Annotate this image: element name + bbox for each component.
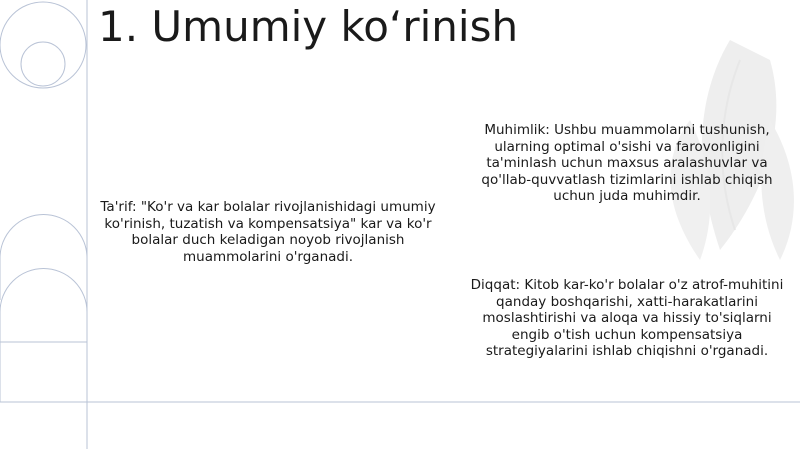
- lower-arch-outline: [0, 269, 87, 403]
- importance-text: Muhimlik: Ushbu muammolarni tushunish, ularning optimal o'sishi va farovonligini ta'minlash uchun maxsus aralashuvlar va qo'llab-quvvatlash tizimlarini ishlab chiqish uchun juda muhimdir.: [481, 122, 773, 204]
- slide-title: 1. Umumiy ko‘rinish: [98, 2, 519, 51]
- upper-arch-outline: [0, 215, 87, 301]
- large-circle-outline: [0, 2, 86, 88]
- small-circle-outline: [21, 42, 65, 86]
- definition-text: Ta'rif: "Ko'r va kar bolalar rivojlanishidagi umumiy ko'rinish, tuzatish va kompensatsiya" kar va ko'r bolalar duch keladigan noyob rivojlanish muammolarini o'rganadi.: [100, 199, 436, 265]
- focus-text: Diqqat: Kitob kar-ko'r bolalar o'z atrof-muhitini qanday boshqarishi, xatti-harakatlarini moslashtirishi va aloqa va hissiy to'siqlarni engib o'tish uchun kompensatsiya strategiyalarini ishlab chiqishni o'rganadi.: [470, 277, 784, 359]
